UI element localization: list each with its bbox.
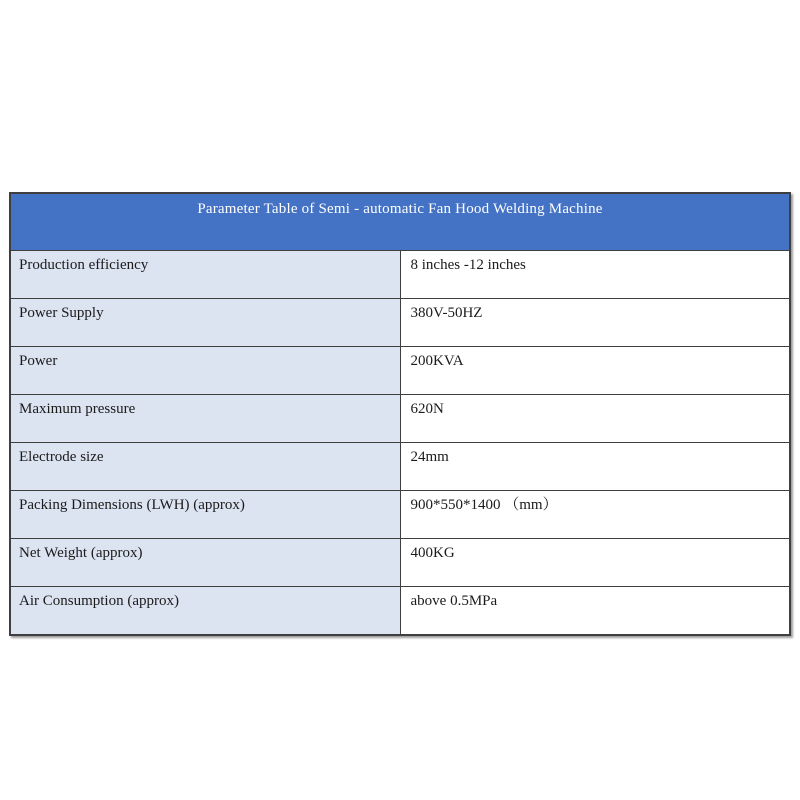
parameter-value: 8 inches -12 inches [400,251,790,299]
table-row [10,395,790,443]
table-row [10,443,790,491]
parameter-value: 900*550*1400 （mm） [400,491,790,539]
parameter-value: above 0.5MPa [400,587,790,636]
table-row [10,587,790,636]
parameter-value: 400KG [400,539,790,587]
table-row [10,299,790,347]
table-row [10,491,790,539]
table-row [10,347,790,395]
parameter-label: Electrode size [10,443,400,491]
parameter-value: 200KVA [400,347,790,395]
parameter-table [9,192,791,636]
parameter-label: Power Supply [10,299,400,347]
parameter-label: Power [10,347,400,395]
parameter-table-header [10,193,790,251]
parameter-label: Packing Dimensions (LWH) (approx) [10,491,400,539]
parameter-label: Production efficiency [10,251,400,299]
table-title: Parameter Table of Semi - automatic Fan Hood Welding Machine [10,193,790,251]
parameter-label: Air Consumption (approx) [10,587,400,636]
table-row [10,539,790,587]
parameter-table-body [10,251,790,636]
table-title-row [10,193,790,251]
parameter-value: 380V-50HZ [400,299,790,347]
table-row [10,251,790,299]
parameter-label: Net Weight (approx) [10,539,400,587]
parameter-label: Maximum pressure [10,395,400,443]
parameter-value: 620N [400,395,790,443]
parameter-value: 24mm [400,443,790,491]
